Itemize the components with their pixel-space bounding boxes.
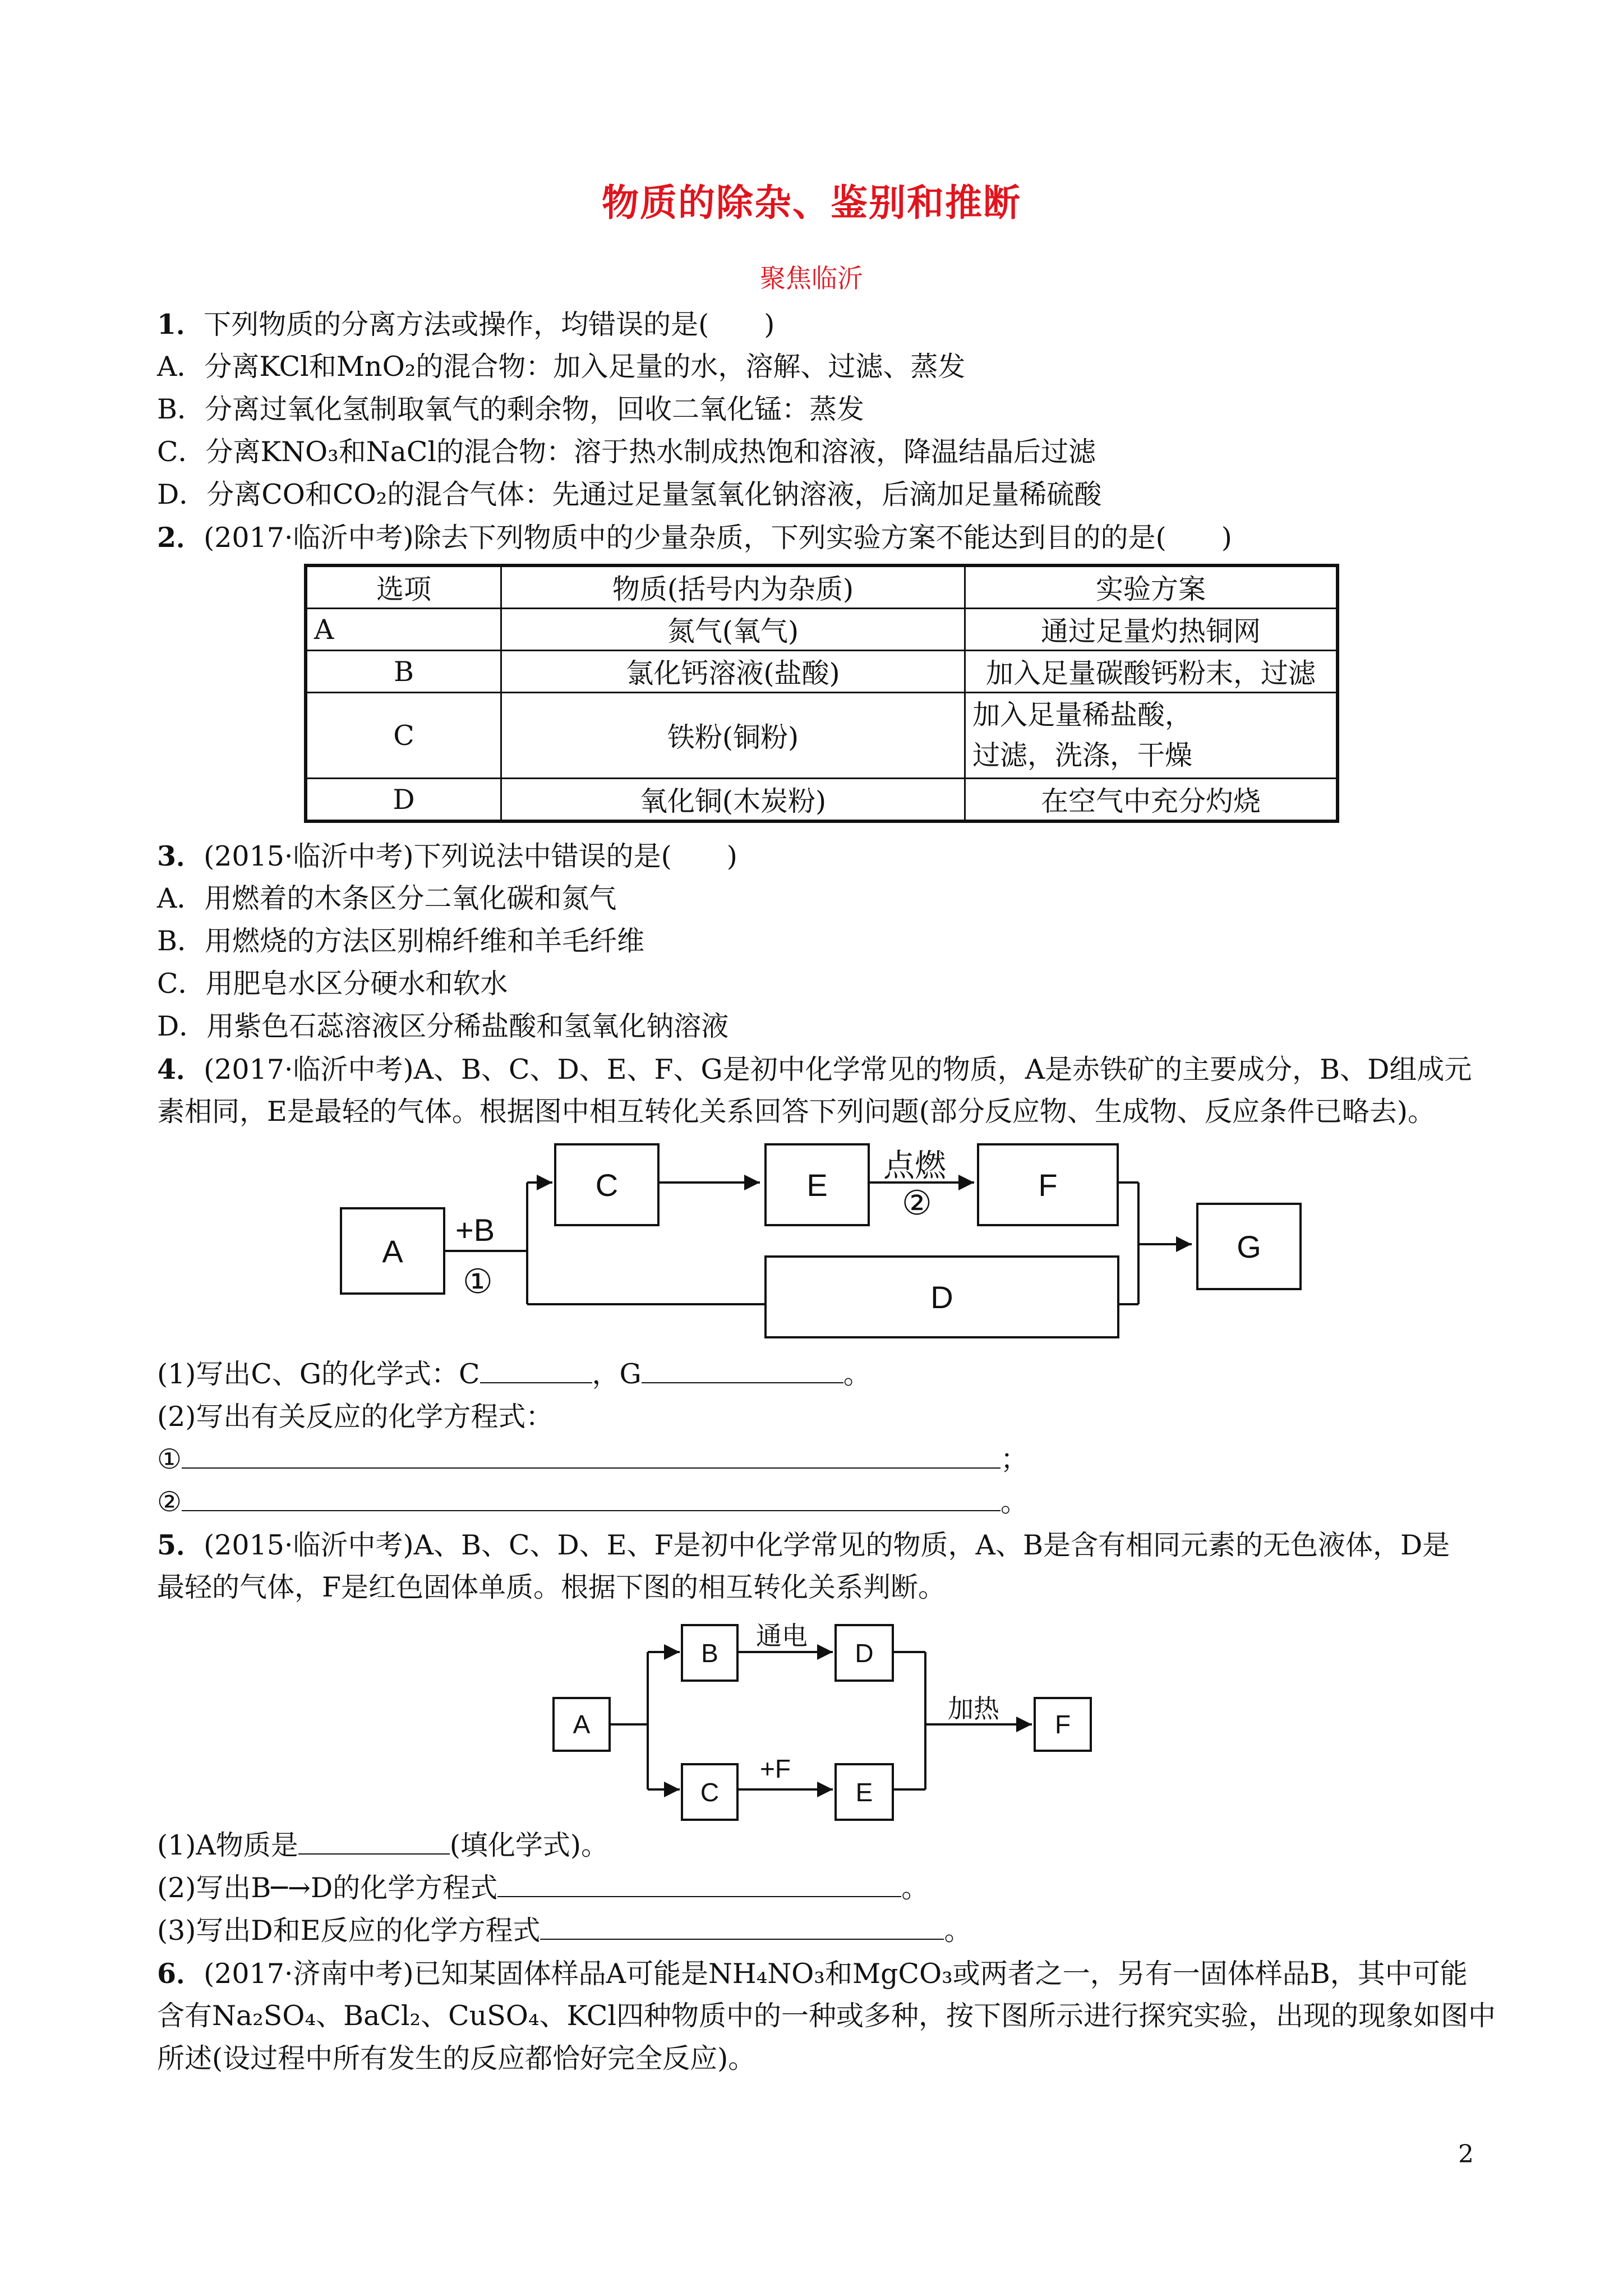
node-f: F [977,1143,1119,1226]
eq-marker: ② [157,1486,182,1518]
label-heat: 加热 [948,1694,999,1723]
q1-text: 下列物质的分离方法或操作，均错误的是( ) [204,309,775,341]
label-ignite: 点燃 [883,1148,946,1183]
q6-stem-line1 [157,1957,1468,1991]
table-cell-substance: 氮气(氧气) [501,609,965,651]
q5-sub1 [157,1829,608,1862]
table-cell-option: D [306,779,501,822]
q5-sub3-text: (3)写出D和E反应的化学方程式 [157,1915,541,1947]
q5-sub3 [157,1914,971,1948]
q4-sub1-text: 。 [843,1358,871,1390]
section-subtitle: 聚焦临沂 [760,263,863,293]
node-a: A [340,1207,445,1295]
q1-option-d: D．分离CO和CO₂的混合气体：先通过足量氢氧化钠溶液，后滴加足量稀硫酸 [157,478,1102,510]
node-d: D [764,1255,1119,1338]
q2-text: (2017·临沂中考)除去下列物质中的少量杂质，下列实验方案不能达到目的的是( ) [204,522,1232,554]
eq-marker: ① [157,1443,182,1475]
node-e: E [834,1763,894,1821]
q5-stem-line2: 最轻的气体，F是红色固体单质。根据下图的相互转化关系判断。 [157,1571,946,1603]
q4-sub1-text: (1)写出C、G的化学式：C [157,1358,480,1390]
table-cell-option: A [306,609,501,651]
q5-sub2-text: (2)写出B─→D的化学方程式 [157,1872,498,1904]
table-cell-substance: 氧化铜(木炭粉) [501,779,965,822]
q6-stem-line3: 所述(设过程中所有发生的反应都恰好完全反应)。 [157,2042,756,2074]
label-plus-f: +F [760,1754,791,1783]
q4-number: 4． [157,1053,204,1085]
label-step-1: ① [463,1263,493,1300]
table-header-cell: 实验方案 [965,565,1338,609]
q1-number: 1． [157,308,204,341]
q1-option-a: A．分离KCl和MnO₂的混合物：加入足量的水，溶解、过滤、蒸发 [157,351,966,383]
q3-text: (2015·临沂中考)下列说法中错误的是( ) [204,840,737,872]
answer-blank-d-e[interactable] [540,1914,944,1940]
table-header-cell: 物质(括号内为杂质) [501,565,965,609]
answer-blank-a[interactable] [298,1829,450,1855]
page-number: 2 [1458,2140,1474,2169]
q6-text: (2017·济南中考)已知某固体样品A可能是NH₄NO₃和MgCO₃或两者之一，另有一固体样品B，其中可能 [204,1958,1468,1990]
table-cell-substance: 氯化钙溶液(盐酸) [501,651,965,693]
node-b: B [681,1624,739,1682]
q5-sub2-end: 。 [901,1872,929,1904]
node-e: E [764,1143,870,1226]
q1-option-b: B．分离过氧化氢制取氧气的剩余物，回收二氧化锰：蒸发 [157,393,865,425]
q6-stem-line2: 含有Na₂SO₄、BaCl₂、CuSO₄、KCl四种物质中的一种或多种，按下图所示进行探究实验，出现的现象如图中 [157,2000,1496,2032]
q2-number: 2． [157,521,204,554]
q4-sub1-text: ，G [592,1358,642,1390]
method-line: 加入足量稀盐酸， [972,699,1193,731]
method-line: 过滤，洗涤，干燥 [972,739,1193,771]
answer-blank-b-to-d[interactable] [497,1871,901,1897]
q5-sub1-text: (1)A物质是 [157,1829,298,1861]
q5-text: (2015·临沂中考)A、B、C、D、E、F是初中化学常见的物质，A、B是含有相同元素的无色液体，D是 [204,1529,1450,1561]
table-cell-method: 在空气中充分灼烧 [965,779,1338,822]
q5-number: 5． [157,1529,204,1561]
q1-option-c: C．分离KNO₃和NaCl的混合物：溶于热水制成热饱和溶液，降温结晶后过滤 [157,436,1096,468]
q5-sub2 [157,1871,929,1905]
page-title: 物质的除杂、鉴别和推断 [602,181,1021,224]
q3-option-a: A．用燃着的木条区分二氧化碳和氮气 [157,882,617,914]
table-header-cell: 选项 [306,565,501,609]
table-cell-method: 加入足量碳酸钙粉末，过滤 [965,651,1338,693]
q3-option-d: D．用紫色石蕊溶液区分稀盐酸和氢氧化钠溶液 [157,1010,729,1042]
node-a: A [552,1697,611,1752]
eq-end: ； [1000,1443,1028,1475]
node-d: D [834,1624,894,1682]
node-c: C [681,1763,739,1821]
node-c: C [554,1143,660,1226]
table-cell-substance: 铁粉(铜粉) [501,693,965,779]
q5-sub1-text: (填化学式)。 [449,1829,609,1861]
q3-option-b: B．用燃烧的方法区别棉纤维和羊毛纤维 [157,925,645,957]
q4-stem-line2: 素相同，E是最轻的气体。根据图中相互转化关系回答下列问题(部分反应物、生成物、反应条件已略去)。 [157,1096,1436,1128]
table-cell-option: C [306,693,501,779]
table-cell-method: 通过足量灼热铜网 [965,609,1338,651]
label-electrolysis: 通电 [756,1621,808,1650]
node-f: F [1034,1697,1092,1752]
q3-option-c: C．用肥皂水区分硬水和软水 [157,968,508,1000]
label-plus-b: +B [455,1212,495,1248]
label-step-2: ② [902,1184,932,1222]
q5-sub3-end: 。 [944,1915,972,1947]
q4-sub2: (2)写出有关反应的化学方程式： [157,1401,554,1433]
q3-number: 3． [157,840,204,872]
table-cell-option: B [306,651,501,693]
node-g: G [1196,1203,1302,1290]
eq-end: 。 [1000,1486,1028,1518]
q6-number: 6． [157,1957,204,1990]
q4-text: (2017·临沂中考)A、B、C、D、E、F、G是初中化学常见的物质，A是赤铁矿的主要成分，B、D组成元 [204,1053,1472,1085]
